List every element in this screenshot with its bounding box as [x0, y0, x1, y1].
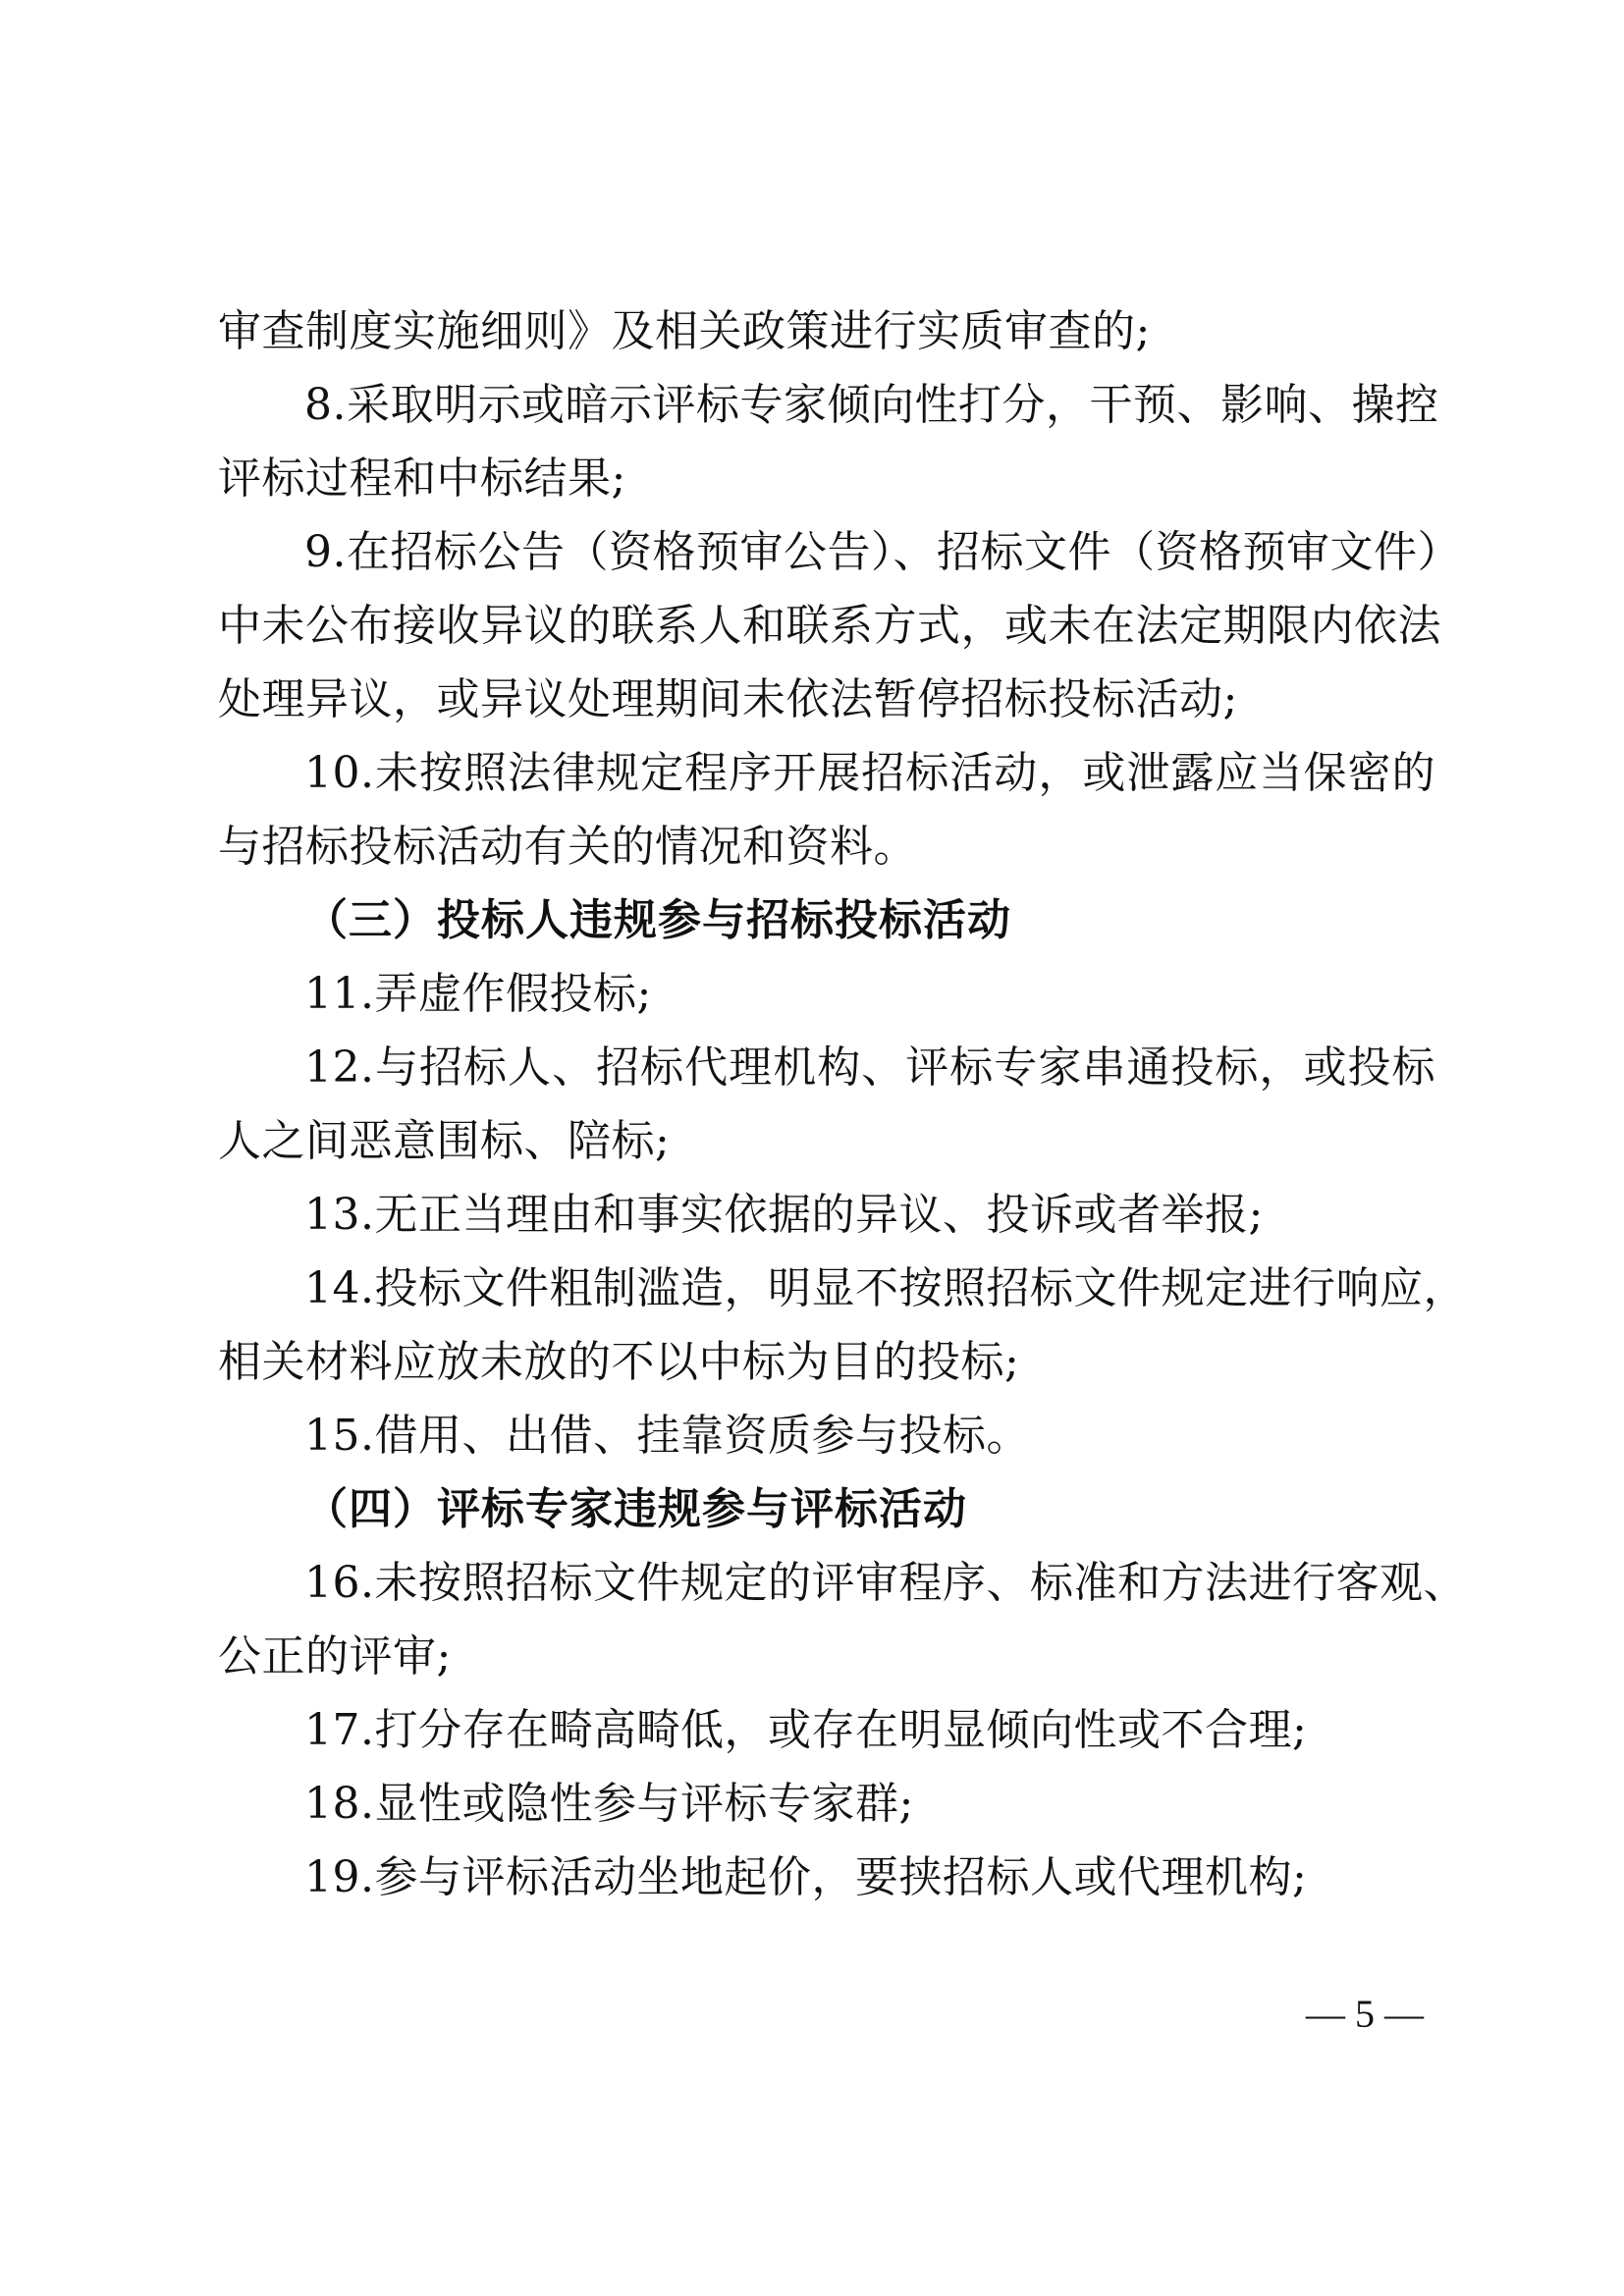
- text-line: 16.未按照招标文件规定的评审程序、标准和方法进行客观、: [304, 1558, 1467, 1608]
- text-line: 中未公布接收异议的联系人和联系方式，或未在法定期限内依法: [218, 601, 1441, 651]
- text-line: 17.打分存在畸高畸低，或存在明显倾向性或不合理;: [304, 1705, 1308, 1755]
- text-line: 12.与招标人、招标代理机构、评标专家串通投标，或投标: [304, 1042, 1435, 1093]
- text-line: 相关材料应放未放的不以中标为目的投标;: [218, 1337, 1020, 1387]
- text-line: 14.投标文件粗制滥造，明显不按照招标文件规定进行响应，: [304, 1263, 1467, 1313]
- section-heading: （四）评标专家违规参与评标活动: [304, 1484, 967, 1534]
- text-line: 11.弄虚作假投标;: [304, 969, 652, 1019]
- text-line: 处理异议，或异议处理期间未依法暂停招标投标活动;: [218, 674, 1238, 724]
- text-line: 19.参与评标活动坐地起价，要挟招标人或代理机构;: [304, 1852, 1308, 1902]
- text-line: 人之间恶意围标、陪标;: [218, 1116, 671, 1166]
- text-line: 与招标投标活动有关的情况和资料。: [218, 822, 917, 872]
- page-number: — 5 —: [1306, 1992, 1424, 2036]
- text-line: 18.显性或隐性参与评标专家群;: [304, 1779, 914, 1829]
- section-heading: （三）投标人违规参与招标投标活动: [304, 895, 1011, 945]
- text-line: 9.在招标公告（资格预审公告）、招标文件（资格预审文件）: [304, 527, 1461, 577]
- text-line: 审查制度实施细则》及相关政策进行实质审查的;: [218, 306, 1151, 356]
- text-line: 8.采取明示或暗示评标专家倾向性打分，干预、影响、操控: [304, 380, 1439, 430]
- text-line: 评标过程和中标结果;: [218, 454, 626, 504]
- text-line: 13.无正当理由和事实依据的异议、投诉或者举报;: [304, 1190, 1264, 1240]
- text-line: 15.借用、出借、挂靠资质参与投标。: [304, 1411, 1030, 1461]
- text-line: 公正的评审;: [218, 1631, 452, 1682]
- text-line: 10.未按照法律规定程序开展招标活动，或泄露应当保密的: [304, 748, 1435, 798]
